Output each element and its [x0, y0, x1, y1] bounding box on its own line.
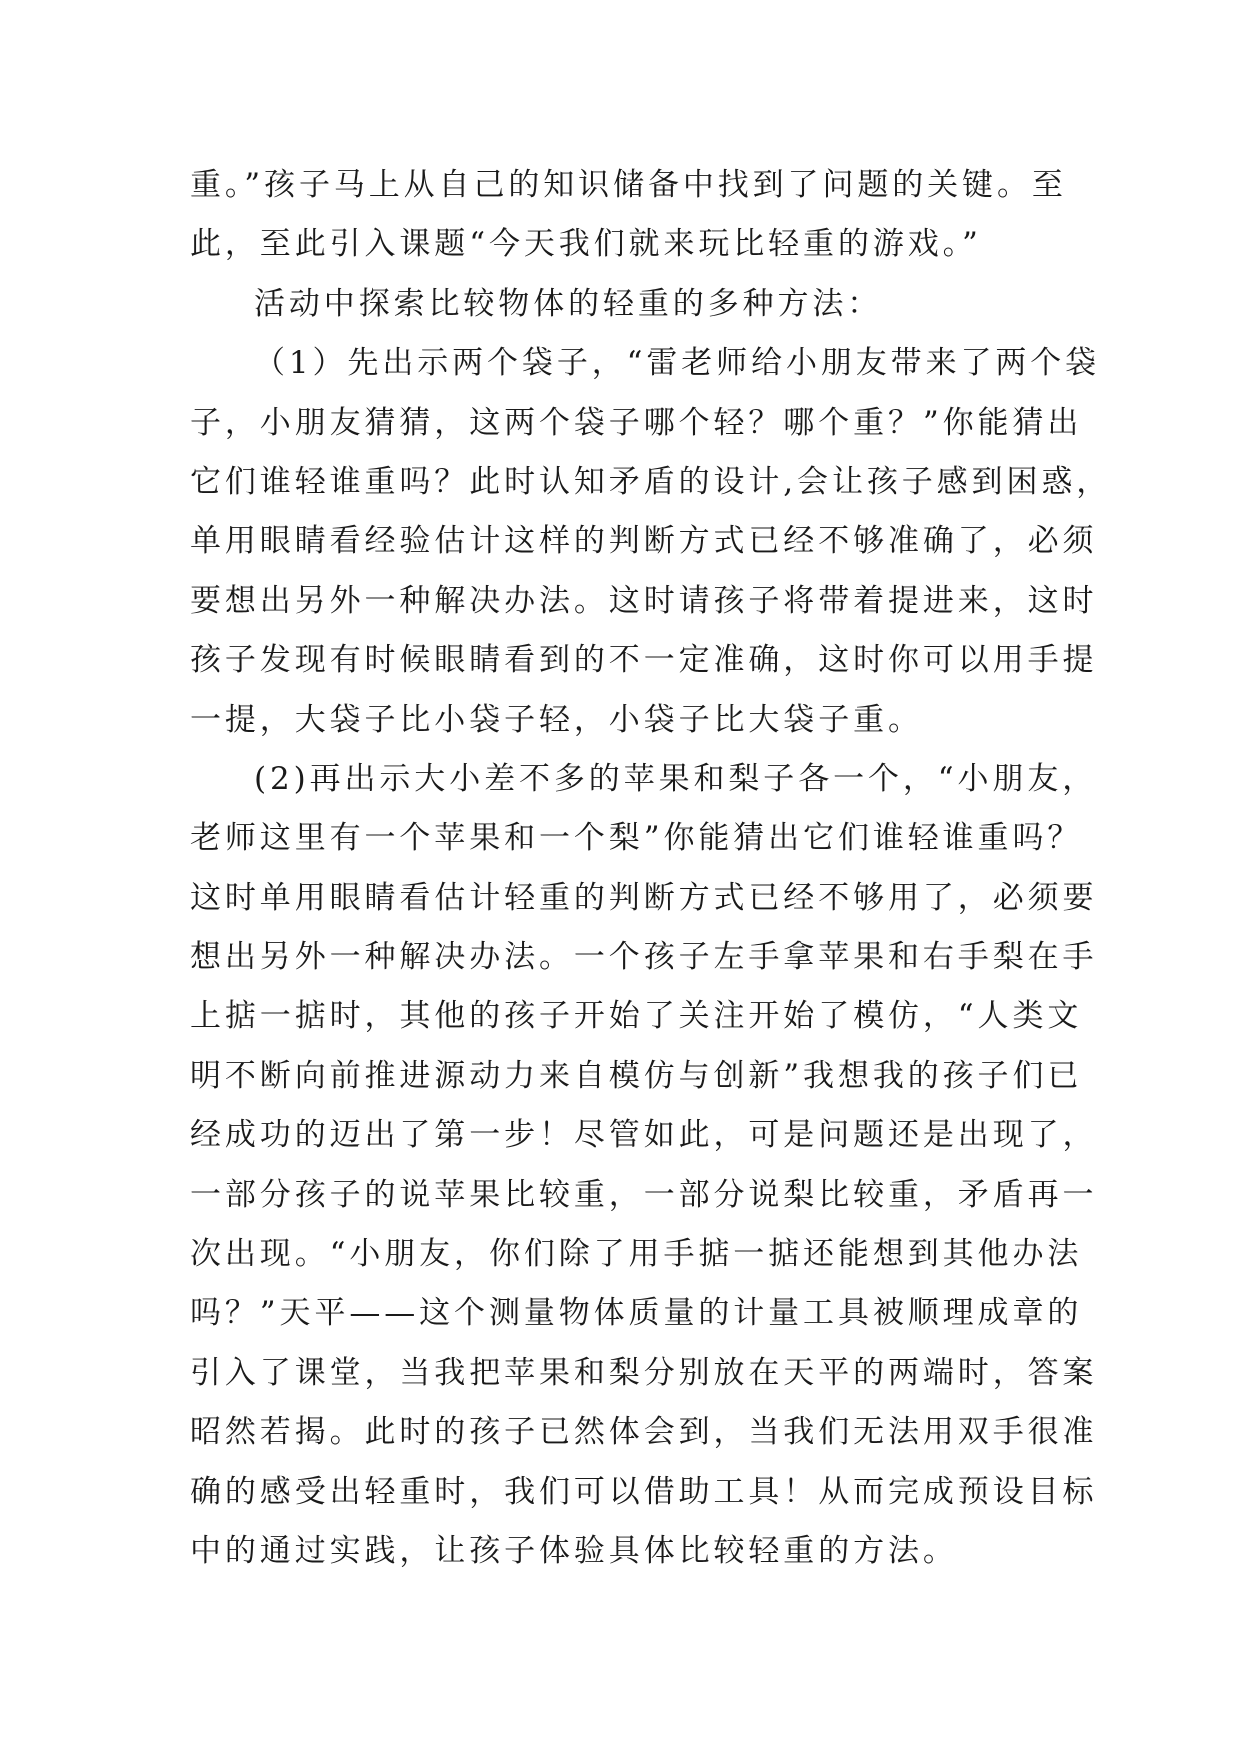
text-line: 孩子发现有时候眼睛看到的不一定准确，这时你可以用手提: [190, 642, 1098, 679]
text-line: 这时单用眼睛看估计轻重的判断方式已经不够用了，必须要: [190, 879, 1098, 916]
text-line: 上掂一掂时，其他的孩子开始了关注开始了模仿，“人类文: [190, 998, 1083, 1035]
text-line: 它们谁轻谁重吗？此时认知矛盾的设计,会让孩子感到困惑，: [190, 463, 1112, 500]
text-line: 单用眼睛看经验估计这样的判断方式已经不够准确了，必须: [190, 523, 1098, 560]
text-line: 确的感受出轻重时，我们可以借助工具！从而完成预设目标: [190, 1473, 1098, 1510]
text-line: 明不断向前推进源动力来自模仿与创新”我想我的孩子们已: [190, 1057, 1083, 1094]
text-line: 子，小朋友猜猜，这两个袋子哪个轻？哪个重？”你能猜出: [190, 404, 1083, 441]
text-line: 经成功的迈出了第一步！尽管如此，可是问题还是出现了，: [190, 1117, 1098, 1154]
text-line: 次出现。“小朋友，你们除了用手掂一掂还能想到其他办法: [190, 1236, 1083, 1273]
text-line: 一提，大袋子比小袋子轻，小袋子比大袋子重。: [190, 701, 923, 738]
text-line: （1）先出示两个袋子，“雷老师给小朋友带来了两个袋: [254, 345, 1101, 382]
text-line: 此，至此引入课题“今天我们就来玩比轻重的游戏。”: [190, 226, 982, 263]
text-line: 中的通过实践，让孩子体验具体比较轻重的方法。: [190, 1532, 958, 1569]
text-line: 吗？”天平——这个测量物体质量的计量工具被顺理成章的: [190, 1295, 1083, 1332]
text-line: (2)再出示大小差不多的苹果和梨子各一个，“小朋友，: [254, 760, 1098, 797]
text-line: 引入了课堂，当我把苹果和梨分别放在天平的两端时，答案: [190, 1354, 1098, 1391]
body-text: [190, 156, 1112, 1581]
section-heading: 活动中探索比较物体的轻重的多种方法：: [254, 285, 883, 322]
text-line: 昭然若揭。此时的孩子已然体会到，当我们无法用双手很准: [190, 1414, 1098, 1451]
text-line: 老师这里有一个苹果和一个梨”你能猜出它们谁轻谁重吗？: [190, 820, 1083, 857]
text-line: 重。”孩子马上从自己的知识储备中找到了问题的关键。至: [190, 167, 1067, 203]
text-line: 想出另外一种解决办法。一个孩子左手拿苹果和右手梨在手: [190, 939, 1098, 976]
text-line: 一部分孩子的说苹果比较重，一部分说梨比较重，矛盾再一: [190, 1176, 1098, 1213]
text-line: 要想出另外一种解决办法。这时请孩子将带着提进来，这时: [190, 582, 1098, 619]
